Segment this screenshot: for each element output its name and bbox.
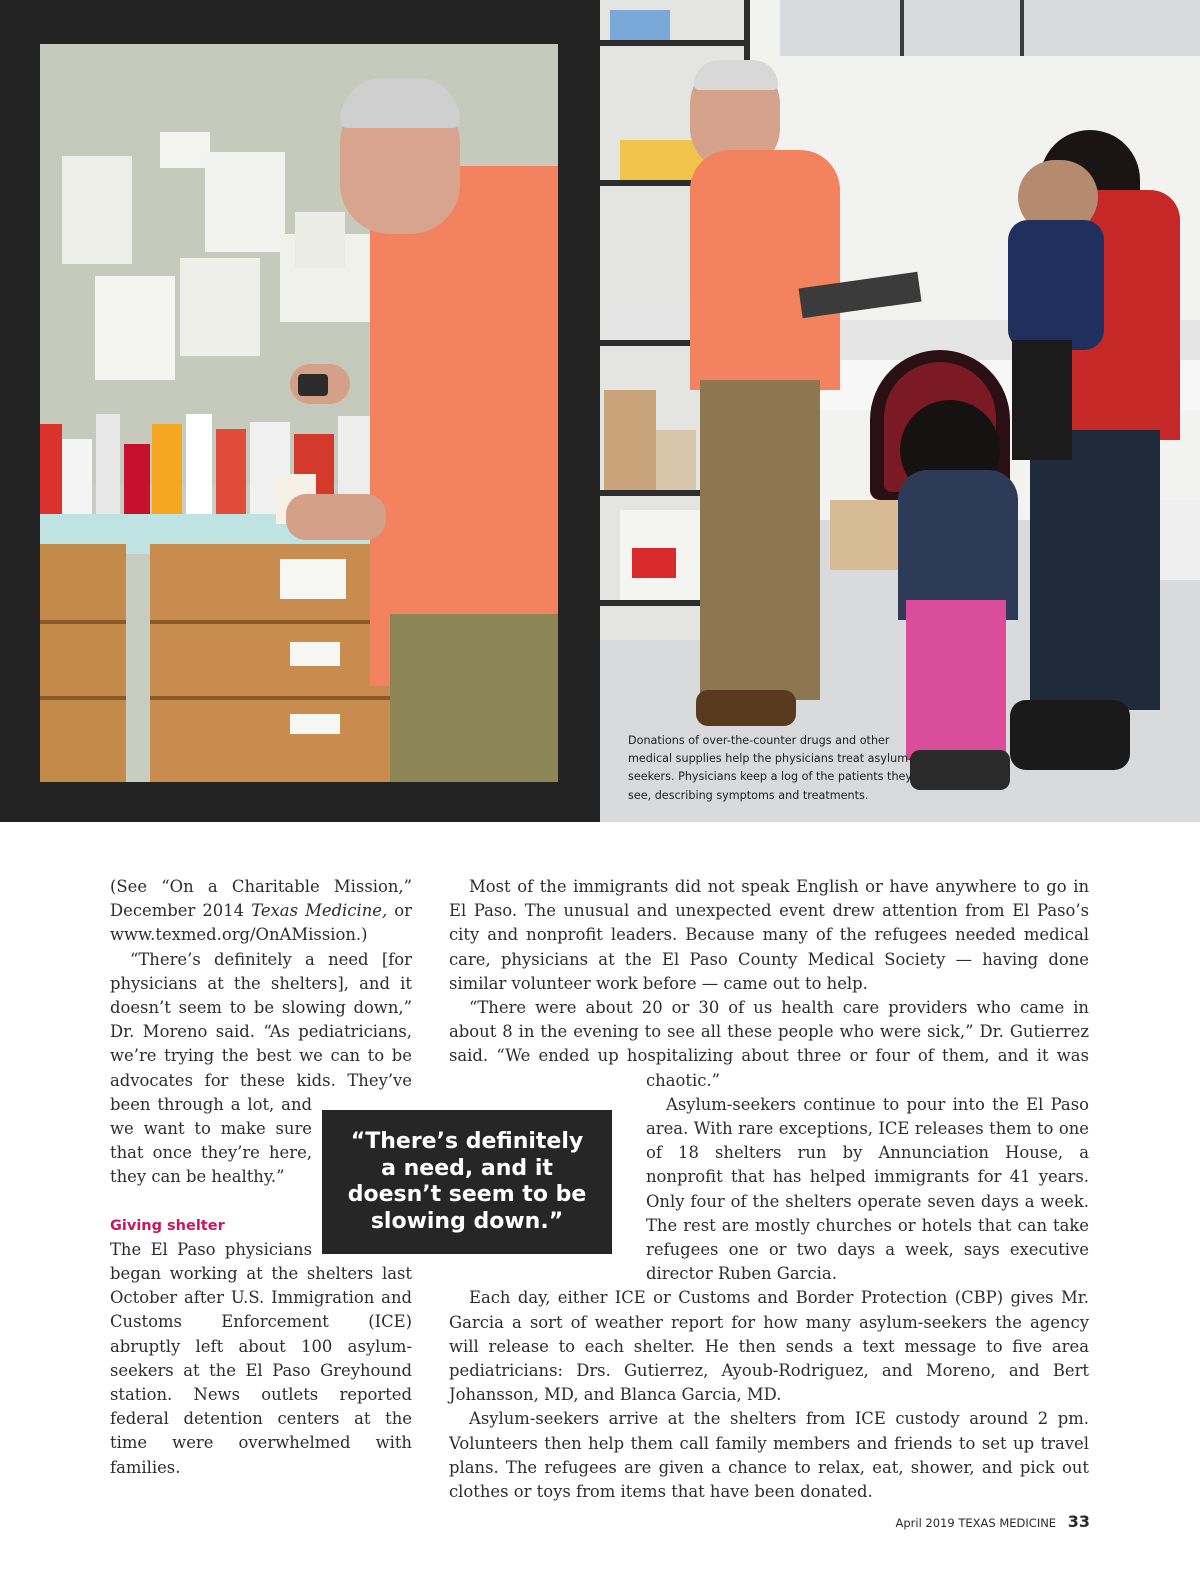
page-number: 33 [1067,1512,1090,1531]
paragraph: Asylum-seekers arrive at the shelters from ICE custody around 2 pm. Volunteers then help them call family members and friends to set up travel plans. The refugees are given a chance to relax, eat, shower, and pick out clothes or toys from items that have been donated. [449,1409,1089,1502]
doctor-sorting-medicine-photo [40,44,558,782]
paragraph: The El Paso physicians began working at the shelters last October after U.S. Immigration and Customs Enforcement (ICE) abruptly left about 100 asylum-seekers at the El Paso Greyhound station. News outlets reported federal detention centers at the time were overwhelmed with families. [110,1239,412,1477]
page-footer [880,1512,1090,1531]
text-run: or www.texmed.org/OnAMission.) [110,901,412,945]
paragraph: Each day, either ICE or Customs and Border Protection (CBP) gives Mr. Garcia a sort of weather report for how many asylum-seekers the agency will release to each shelter. He then sends a text message to five area pediatricians: Drs. Gutierrez, Ayoub-Rodriguez, and Moreno, and Bert Johansson, MD, and Blanca Garcia, MD. [449,1288,1089,1405]
issue-date: April 2019 [895,1516,955,1530]
paragraph: Most of the immigrants did not speak English or have anywhere to go in El Paso. The unusual and unexpected event drew attention from El Paso’s city and nonprofit leaders. Because many of the refugees needed medical care, physicians at the El Paso County Medical Society — having done similar volunteer work before — came out to help. [449,877,1089,993]
text-run: (See “On a Charitable Mission,” December 2014 [110,877,412,921]
magazine-name: TEXAS MEDICINE [958,1516,1057,1530]
pull-quote-text: “There’s definitely a need, and it doesn’t seem to be slowing down.” [347,1129,587,1234]
photo-caption: Donations of over-the-counter drugs and other medical supplies help the physicians treat asylum-seekers. Physicians keep a log of the patients they see, describing symptoms and treatments. [628,734,913,802]
paragraph: “There’s definitely a need [for physicians at the shelters], and it doesn’t seem to be slowing down,” Dr. Moreno said. “As pediatricians, we’re trying the best we can to be advocates for these kids. They’ve been through a lot, and we want to make sure that once they’re here, they can be healthy.” [110,949,412,1187]
doctor-examining-family-photo [600,0,1200,822]
pull-quote [322,1110,612,1254]
paragraph: Asylum-seekers continue to pour into the El Paso area. With rare exceptions, ICE releases them to one of 18 shelters run by Annunciation House, a nonprofit that has helped immigrants for 41 years. Only four of the shelters operate seven days a week. The rest are mostly churches or hotels that can take refugees one or two days a week, says executive director Ruben Garcia. [646,1094,1089,1284]
paragraph [110,875,412,948]
magazine-title: Texas Medicine, [251,901,388,921]
paragraph: “There were about 20 or 30 of us health care providers who came in about 8 in the evening to see all these people who were sick,” Dr. Gutierrez said. “We ended up hospitalizing about three or four of them, and it was chaotic.” [449,998,1089,1090]
section-subhead: Giving shelter [110,1217,225,1234]
